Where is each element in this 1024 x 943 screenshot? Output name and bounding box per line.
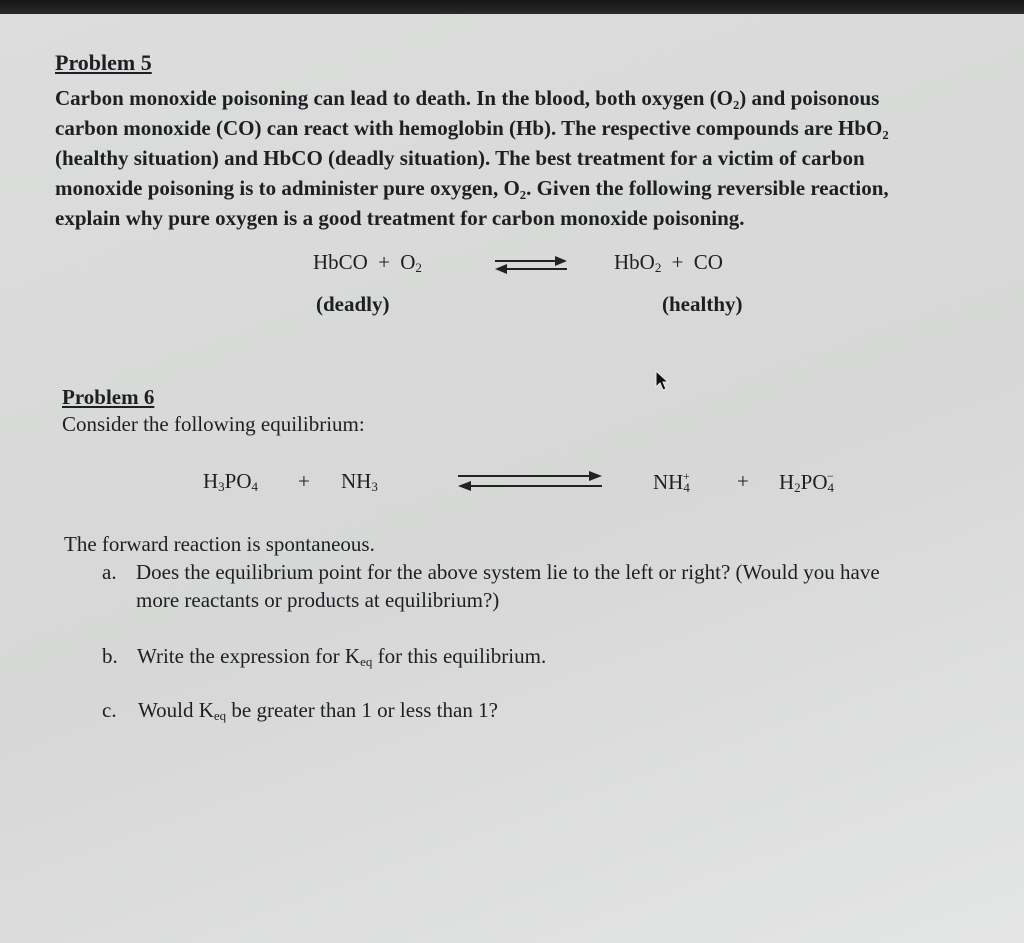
product-co: CO xyxy=(693,250,723,274)
problem5-line-1: Carbon monoxide poisoning can lead to death. In the blood, both oxygen (O₂) and poisonous xyxy=(55,86,880,110)
healthy-label: (healthy) xyxy=(662,292,743,316)
problem5-line-2: carbon monoxide (CO) can react with hemoglobin (Hb). The respective compounds are HbO₂ xyxy=(55,116,889,140)
question-a-line-2: more reactants or products at equilibrium?) xyxy=(136,588,500,612)
reactant-nh3: $NH_3$ xyxy=(341,469,378,494)
question-a-label: a. xyxy=(102,560,117,584)
plus-sign: + xyxy=(737,469,749,493)
plus-sign: + xyxy=(298,469,310,493)
problem6-heading: Problem 6 xyxy=(62,385,155,409)
reaction1-products xyxy=(614,250,723,276)
product-h2po4: $H_2PO_4^-$ xyxy=(779,469,835,495)
document-page xyxy=(0,14,1024,943)
problem5-line-3: (healthy situation) and HbCO (deadly situation). The best treatment for a victim of carbon xyxy=(55,146,865,170)
problem6-intro: Consider the following equilibrium: xyxy=(62,412,365,436)
product-nh4: $NH_4^+$ xyxy=(653,469,690,495)
question-c-label: c. xyxy=(102,698,117,722)
product-hbo2: HbO$_2$ xyxy=(614,250,662,275)
problem5-line-4: monoxide poisoning is to administer pure oxygen, O₂. Given the following reversible reaction, xyxy=(55,176,889,200)
forward-reaction-statement: The forward reaction is spontaneous. xyxy=(64,532,375,556)
reactant-o2: $O_2$ xyxy=(400,250,422,275)
deadly-label: (deadly) xyxy=(316,292,390,316)
plus-sign: + xyxy=(671,250,684,274)
question-b-text: Write the expression for $K_{eq}$ for this equilibrium. xyxy=(137,644,547,669)
problem5-heading: Problem 5 xyxy=(55,50,152,75)
question-b-label: b. xyxy=(102,644,118,668)
reactant-hbco: HbCO xyxy=(313,250,368,274)
question-a-line-1: Does the equilibrium point for the above system lie to the left or right? (Would you have xyxy=(136,560,880,584)
plus-sign: + xyxy=(378,250,390,274)
mouse-cursor-icon xyxy=(654,370,670,392)
reversible-arrow-icon xyxy=(493,254,569,276)
equilibrium-arrow-icon xyxy=(456,469,604,495)
problem5-line-5: explain why pure oxygen is a good treatment for carbon monoxide poisoning. xyxy=(55,206,745,230)
reactant-h3po4: $H_3PO_4$ xyxy=(203,469,259,494)
monitor-bezel xyxy=(0,0,1024,14)
reaction1-reactants xyxy=(313,250,422,276)
question-c-text: Would $K_{eq}$ be greater than 1 or less than 1? xyxy=(138,698,498,723)
